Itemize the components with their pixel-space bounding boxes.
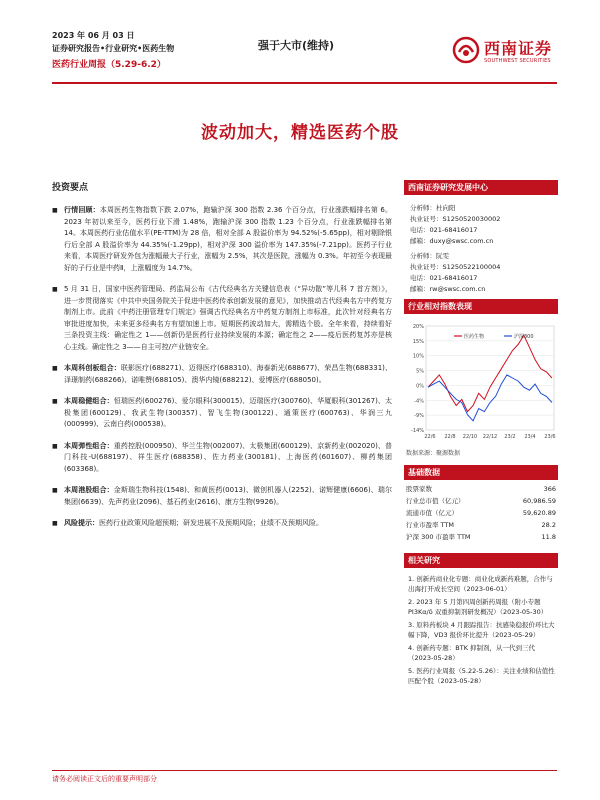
report-meta [52,30,174,72]
bullet-label: 本周弹性组合： [64,441,114,450]
bullet-text: 金斯瑞生物科技(1548)、和黄医药(0013)、微创机器人(2252)、诺辉健康(6606)、瑞尔集团(6639)、先声药业(2096)、基石药业(2616)、康方生物(9926)。 [64,486,393,506]
header-divider [52,82,557,84]
bullet-item [52,205,392,274]
basic-data-table [404,483,558,543]
analyst-phone: 电话：021-68416017 [410,226,478,234]
related-item[interactable]: 4. 创新药专题：BTK 抑制剂，从一代到三代（2023-05-28） [408,644,536,662]
basic-data-key: 流通市值（亿元） [406,508,458,517]
analyst-card [410,251,556,295]
bullet-label: 风险提示： [64,519,99,527]
footer-disclaimer: 请务必阅读正文后的重要声明部分 [52,775,157,783]
y-tick-label: -4% [414,398,424,405]
x-tick-label: 22/10 [462,434,478,440]
page-title: 波动加大，精选医药个股 [201,123,399,143]
bullet-item [52,485,392,508]
plot-frame [426,326,554,430]
basic-data-key: 行业市盈率 TTM [406,520,455,529]
analyst-phone: 电话：021-68416017 [410,274,478,282]
x-tick-label: 23/6 [544,434,556,440]
chart-svg [404,320,558,446]
bullet-list [52,205,392,530]
logo-text-en: SOUTHWEST SECURITIES [484,58,551,64]
y-tick-label: 10% [412,353,424,360]
basic-data-value: 28.2 [541,520,556,529]
related-item[interactable]: 1. 创新药商业化专题：商业化成新药难题，合作与出海打开成长空间（2023-06-01） [408,575,553,593]
relative-index-chart [404,320,558,446]
table-row [404,483,558,495]
bullet-item [52,363,392,386]
legend-label: 沪深300 [514,334,534,340]
basic-data-key: 股票家数 [406,484,432,493]
y-tick-label: 15% [412,338,424,345]
x-tick-label: 23/4 [524,434,536,440]
table-row [404,519,558,531]
series-line-1 [428,375,552,421]
related-item[interactable]: 5. 医药行业周报（5.22-5.26）：关注业绩和估值性匹配个股（2023-05-28） [408,667,555,685]
bullet-label: 本周科创板组合： [64,364,121,372]
x-tick-label: 22/12 [482,434,498,440]
y-tick-label: -9% [414,413,424,420]
rating: 强于大市(维持) [258,39,335,52]
legend-label: 医药生物 [464,334,485,340]
basic-data-value: 11.8 [541,532,556,541]
basic-data-key: 行业总市值（亿元） [406,496,465,505]
related-item[interactable]: 3. 原料药板块 4 月跟踪报告：抗感染稳报价环比大幅下降，VD3 报价环比提升（2023-05-29） [408,621,555,639]
bullet-text: 恒瑞医药(600276)、爱尔眼科(300015)、迈瑞医疗(300760)、华厦眼科(301267)、太极集团(600129)、我武生物(300357)、智飞生物(300122)、通策医疗(600763)、华润三九(000999)、云南白药(000538)。 [64,397,393,428]
analyst-card [410,203,556,247]
bullet-item [52,396,392,431]
analyst-name: 分析师：阮雯 [410,252,449,260]
section-heading: 投资要点 [52,183,89,193]
basic-data-key: 沪深 300 市盈率 TTM [406,532,471,541]
analyst-list [404,195,558,295]
logo-text-cn: 西南证券 [484,39,553,58]
analyst-id: 执业证号：S1250522100004 [410,263,501,271]
analyst-header: 西南证券研究发展中心 [404,180,558,195]
x-tick-label: 23/2 [504,434,516,440]
table-row [404,531,558,543]
x-tick-label: 22/8 [444,434,456,440]
y-tick-label: 5% [416,368,424,375]
y-tick-label: 20% [412,324,424,330]
bullet-text: 医药行业政策风险超预期；研发进展不及预期风险；业绩不及预期风险。 [99,519,323,527]
table-row [404,507,558,519]
bullet-label: 本周稳健组合： [64,397,114,405]
bullet-item [52,284,392,353]
report-date: 2023 年 06 月 03 日 [52,31,135,40]
analyst-email[interactable]: 邮箱：rw@swsc.com.cn [410,285,486,293]
analyst-email[interactable]: 邮箱：duxy@swsc.com.cn [410,237,494,245]
bullet-label: 本周港股组合： [64,486,114,494]
bullet-item [52,518,392,530]
basic-data-value: 60,986.59 [522,496,556,505]
basic-data-value: 366 [543,484,556,493]
company-logo [452,36,556,74]
bullet-label: 行情回顾： [64,206,100,214]
investment-points [52,180,392,540]
chart-source: 数据来源：聚源数据 [406,450,461,457]
analyst-id: 执业证号：S1250520030002 [410,215,501,223]
report-name: 医药行业周报（5.29-6.2） [52,60,166,70]
bullet-text: 5 月 31 日，国家中医药管理局、药监局公布《古代经典名方关键信息表（“异功散”等儿科 7 首方剂）》，进一步贯彻落实《中共中央国务院关于促进中医药传承创新发展的意见》，加快推动古代经典名方中药复方制剂上市。此前《中药注册管理专门规定》强调古代经典名方中药复方制剂上市标准，此次针对经典名方审批进度加快，未来更多经典名方有望加速上市。短期医药波动加大，需精选个股。全年来看，持续看好三条投资主线：确定性之 1——创新仍是医药行业持续发展的本源；确定性之 2——疫后医药复苏亦是核心主线。确定性之 3——自主可控/产业链安全。 [64,285,392,351]
y-tick-label: -14% [411,428,424,434]
report-category: 证券研究报告•行业研究•医药生物 [52,44,175,53]
bullet-text: 重药控股(000950)、华兰生物(002007)、太极集团(600129)、京新药业(002020)、普门科技-U(688197)、祥生医疗(688358)、佐力药业(300181)、上海医药(601607)、柳药集团(603368)。 [64,441,393,473]
x-tick-label: 22/6 [424,434,436,440]
chart-header: 行业相对指数表现 [404,299,558,314]
analyst-name: 分析师：杜向阳 [410,204,456,212]
footer-divider [52,770,557,771]
bullet-text: 本周医药生物指数下跌 2.07%，跑输沪深 300 指数 2.36 个百分点，行业涨跌幅排名第 6。2023 年初以来至今，医药行业下滑 1.48%，跑输沪深 300 指数 1.23 个百分点，行业涨跌幅排名第 14。本周医药行业估值水平(PE-TTM)为 28 倍，相对全部 A 股溢价率为 94.52%(-5.65pp)，相对剔除银行后全部 A 股溢价率为 44.35%(-1.29pp)，相对沪深 300 溢价率为 147.35%(-7.21pp)。医药子行业来看，本周医疗研发外包为涨幅最大子行业，涨幅为 2.5%，其次是医院，涨幅为 0.3%。年初至今表现最好的子行业是中药Ⅱ，上涨幅度为 14.7%。 [64,206,393,272]
related-research-list [404,568,558,686]
y-tick-label: 0% [416,383,424,390]
basic-data-header: 基础数据 [404,465,558,480]
sidebar [404,180,558,689]
bullet-item [52,441,392,476]
logo-mark-icon [452,36,480,64]
related-item[interactable]: 2. 2023 年 5 月第四周创新药周报（附小专题 PI3Kα/δ 双重抑制剂研发概况）（2023-05-30） [408,598,548,616]
basic-data-value: 59,620.89 [522,508,556,517]
related-header: 相关研究 [404,553,558,568]
table-row [404,495,558,507]
bullet-text: 联影医疗(688271)、迈得医疗(688310)、海泰新光(688677)、荣昌生物(688331)、泽璟制药(688266)、诺唯赞(688105)、澳华内镜(688212)、爱博医疗(688050)。 [64,364,393,384]
